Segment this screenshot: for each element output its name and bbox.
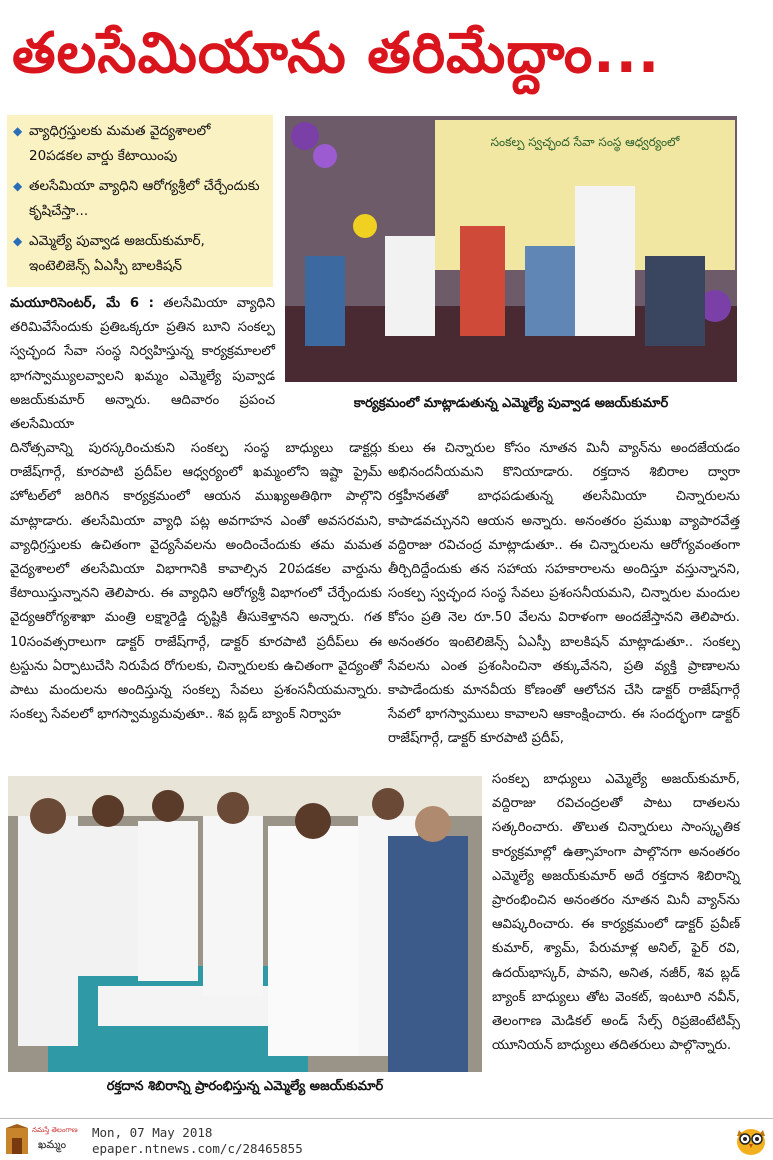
newspaper-logo (4, 1124, 78, 1156)
diamond-bullet-icon: ◆ (13, 179, 23, 193)
headline: తలసేమియాను తరిమేద్దాం... (12, 21, 661, 86)
article-column-3-continued (492, 768, 740, 1098)
article-text: కులు ఈ చిన్నారుల కోసం నూతన మినీ వ్యాన్‌ను అందజేయడం అభినందనీయమని కొనియాడారు. రక్తదాన శిబిరాల ద్వారా రక్తహీనతతో బాధపడుతున్న తలసేమియా చిన్నారులను కాపాడవచ్చునని ఆయన అన్నారు. అనంతరం ప్రముఖ వ్యాపారవేత్త వద్దిరాజు రవిచంద్ర మాట్లాడుతూ.. ఈ చిన్నారులను ఆరోగ్యవంతంగా తీర్చిదిద్దేందుకు తన సహాయ సహకారాలను అందిస్తూ వస్తున్నానని, సంకల్ప స్వచ్ఛంద సంస్థ సేవలు ప్రశంసనీయమని, చిన్నారుల మందుల కోసం ప్రతి నెల రూ.50 వేలను విరాళంగా అందజేస్తానని తెలిపారు. అనంతరం ఇంటెలిజెన్స్ ఏఎస్పీ బాలకిషన్ మాట్లాడుతూ.. సంకల్ప సేవలను ఎంత ప్రశంసించినా తక్కువేనని, ప్రతి వ్యక్తి ప్రాణాలను కాపాడేందుకు మానవీయ కోణంతో ఆలోచన చేసి డాక్టర్ రాజేష్‌గార్గే సేవలో భాగస్వాములు కావాలని ఆకాంక్షించారు. ఈ సందర్భంగా డాక్టర్ రాజేష్‌గార్గే, డాక్టర్ కూరపాటి ప్రదీప్, (388, 441, 740, 747)
photo-caption-stage: కార్యక్రమంలో మాట్లాడుతున్న ఎమ్మెల్యే పువ్వాడ అజయ్‌కుమార్ (353, 396, 669, 411)
event-photo-stage (285, 116, 737, 382)
stage-photo-illustration (285, 116, 737, 382)
event-photo-blood-camp (8, 776, 482, 1072)
article-column-2 (10, 437, 382, 755)
logo-city: ఖమ్మం (38, 1138, 67, 1151)
article-text: తలసేమియా వ్యాధిని తరిమివేసేందుకు ప్రతిఒక్కరూ ప్రతిన బూని సంకల్ప స్వచ్ఛంద సేవా సంస్థ నిర్వహిస్తున్న కార్యక్రమాలలో భాగస్వామ్యులవ్వాలని ఖమ్మం ఎమ్మెల్యే పువ్వాడ అజయ్‌కుమార్ అన్నారు. ఆదివారం ప్రపంచ తలసేమియా (10, 296, 275, 433)
article-column-1 (10, 292, 275, 433)
article-text: దినోత్సవాన్ని పురస్కరించుకుని సంకల్ప సంస్థ బాధ్యులు డాక్టర్లు రాజేష్‌గార్గే, కూరపాటి ప్రదీప్‌ల ఆధ్వర్యంలో ఖమ్మంలోని ఇష్టా ప్రైమ్ హోటల్‌లో జరిగిన కార్యక్రమంలో ఆయన ముఖ్యఅతిథిగా పాల్గొని మాట్లాడారు. తలసేమియా వ్యాధి పట్ల అవగాహన ఎంతో అవసరమని, వ్యాధిగ్రస్తులకు ఉచితంగా వైద్యసేవలను అందించేందుకు తమ మమత వైద్యశాలలో తలసేమియా విభాగానికి కావాల్సిన 20పడకల వార్డును కేటాయిస్తున్నానని తెలిపారు. ఈ వ్యాధిని ఆరోగ్యశ్రీ విభాగంలో చేర్చేందుకు వైద్యఆరోగ్యశాఖా మంత్రి లక్ష్మారెడ్డి దృష్టికి తీసుకెళ్తానని అన్నారు. గత 10సంవత్సరాలుగా డాక్టర్ రాజేష్‌గార్గే, డాక్టర్ కూరపాటి ప్రదీప్‌లు ఈ ట్రస్టును ఏర్పాటుచేసి నిరుపేద రోగులకు, చిన్నారులకు ఉచితంగా వైద్యంతో పాటు మందులను అందిస్తున్న సంకల్ప సేవలు ప్రశంసనీయమన్నారు. సంకల్ప సేవలలో భాగస్వామ్యమవుతూ.. శివ బ్లడ్ బ్యాంక్ నిర్వాహ (10, 441, 382, 723)
highlight-item: ◆ ఎమ్మెల్యే పువ్వాడ అజయ్‌కుమార్, ఇంటెలిజెన్స్ ఏఎస్పీ బాలకిషన్ (13, 229, 267, 279)
footer-divider (0, 1118, 773, 1119)
article-column-3 (388, 437, 740, 767)
stage-banner-text: సంకల్ప స్వచ్ఛంద సేవా సంస్థ ఆధ్వర్యంలో (490, 135, 680, 149)
highlights-box (7, 115, 273, 287)
article-text: సంకల్ప బాధ్యులు ఎమ్మెల్యే అజయ్‌కుమార్, వద్దిరాజు రవిచంద్రలతో పాటు దాతలను సత్కరించారు. తొలుత చిన్నారులు సాంస్కృతిక కార్యక్రమాల్లో ఉత్సాహంగా పాల్గొనగా అనంతరం ఎమ్మెల్యే అజయ్‌కుమార్ అదే రక్తదాన శిబిరాన్ని ప్రారంభించిన అనంతరం నూతన మినీ వ్యాన్‌ను ఆవిష్కరించారు. ఈ కార్యక్రమంలో డాక్టర్ ప్రవీణ్ కుమార్, శ్యామ్, పేరుమాళ్ల అనిల్, ఫైర్ రవి, ఉదయ్‌భాస్కర్, పావని, అనిత, నజీర్, శివ బ్లడ్ బ్యాంక్ బాధ్యులు తోట వెంకట్, ఇంటూరి నవీన్, తెలంగాణ మెడికల్ అండ్ సేల్స్ రిప్రజెంటేటివ్స్ యూనియన్ బాధ్యులు తదితరులు పాల్గొన్నారు. (492, 772, 740, 1054)
highlight-item: ◆ వ్యాధిగ్రస్తులకు మమత వైద్యశాలలో 20పడకల వార్డు కేటాయింపు (13, 119, 267, 169)
owl-logo-icon (734, 1122, 768, 1156)
blood-camp-photo-illustration (8, 776, 482, 1072)
diamond-bullet-icon: ◆ (13, 234, 23, 248)
logo-text: నమస్తే తెలంగాణ (32, 1126, 78, 1134)
diamond-bullet-icon: ◆ (13, 124, 23, 138)
highlight-item: ◆ తలసేమియా వ్యాధిని ఆరోగ్యశ్రీలో చేర్చేందుకు కృషిచేస్తా... (13, 174, 267, 224)
dateline: మయూరిసెంటర్, మే 6 : (10, 296, 154, 311)
photo-caption-blood-camp: రక్తదాన శిబిరాన్ని ప్రారంభిస్తున్న ఎమ్మెల్యే అజయ్‌కుమార్ (106, 1079, 384, 1094)
footer-date: Mon, 07 May 2018 (92, 1125, 213, 1140)
footer-url[interactable]: epaper.ntnews.com/c/28465855 (92, 1141, 303, 1156)
